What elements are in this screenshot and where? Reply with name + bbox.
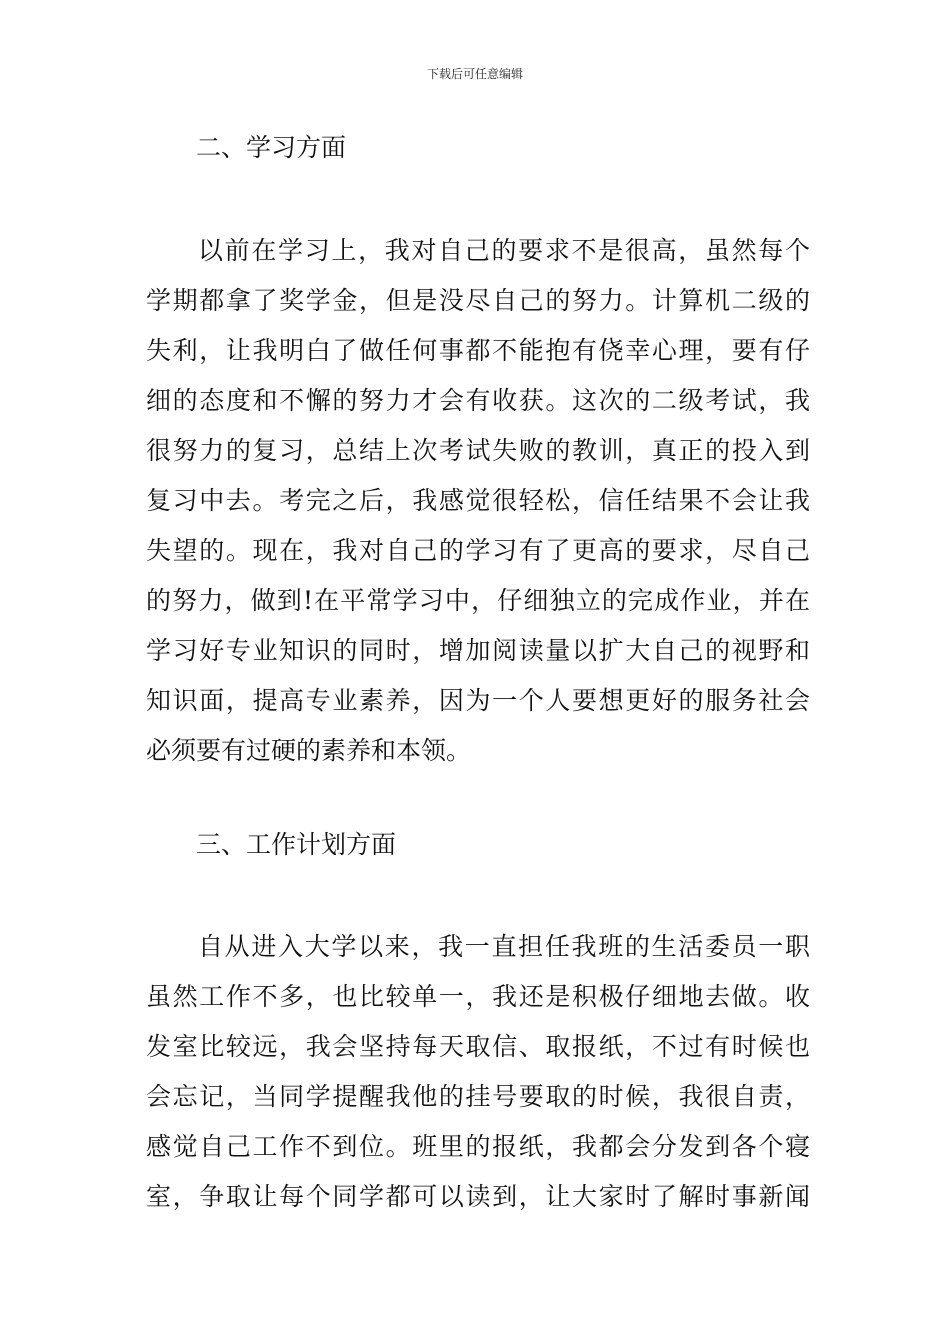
- paragraph-line: 以前在学习上，我对自己的要求不是很高，虽然每个: [198, 236, 810, 265]
- section-heading-work-plan: 三、工作计划方面: [196, 830, 397, 859]
- paragraph-line: 知识面，提高专业素养，因为一个人要想更好的服务社会: [146, 686, 810, 715]
- paragraph-line: 学期都拿了奖学金，但是没尽自己的努力。计算机二级的: [146, 286, 810, 315]
- paragraph-line: 会忘记，当同学提醒我他的挂号要取的时候，我很自责，: [146, 1082, 810, 1111]
- paragraph-line: 虽然工作不多，也比较单一，我还是积极仔细地去做。收: [146, 982, 810, 1011]
- paragraph-line: 发室比较远，我会坚持每天取信、取报纸，不过有时候也: [146, 1032, 810, 1061]
- paragraph-line: 感觉自己工作不到位。班里的报纸，我都会分发到各个寝: [146, 1132, 810, 1161]
- paragraph-work-plan: [146, 922, 810, 1222]
- section-heading-study: 二、学习方面: [196, 133, 347, 162]
- paragraph-line: 复习中去。考完之后，我感觉很轻松，信任结果不会让我: [146, 486, 810, 515]
- paragraph-line: 学习好专业知识的同时，增加阅读量以扩大自己的视野和: [146, 636, 810, 665]
- paragraph-line: 失望的。现在，我对自己的学习有了更高的要求，尽自己: [146, 536, 810, 565]
- paragraph-line: 自从进入大学以来，我一直担任我班的生活委员一职: [198, 932, 810, 961]
- paragraph-line: 室，争取让每个同学都可以读到，让大家时了解时事新闻: [146, 1182, 810, 1211]
- header-note: 下载后可任意编辑: [426, 67, 523, 81]
- paragraph-line: 很努力的复习，总结上次考试失败的教训，真正的投入到: [146, 436, 810, 465]
- paragraph-line: 细的态度和不懈的努力才会有收获。这次的二级考试，我: [146, 386, 810, 415]
- paragraph-line: 必须要有过硬的素养和本领。: [146, 736, 472, 765]
- paragraph-line: 失利，让我明白了做任何事都不能抱有侥幸心理，要有仔: [146, 336, 810, 365]
- paragraph-line: 的努力，做到!在平常学习中，仔细独立的完成作业，并在: [146, 586, 810, 615]
- paragraph-study: [146, 226, 810, 776]
